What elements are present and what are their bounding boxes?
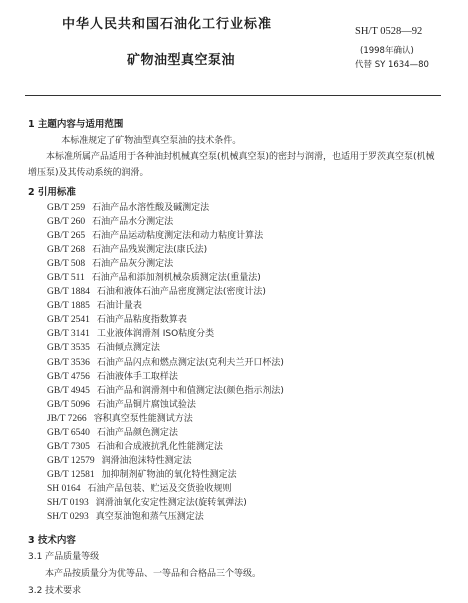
- reference-code: GB/T 3141: [47, 329, 90, 340]
- section-1-heading: 1 主题内容与适用范围: [28, 119, 124, 130]
- reference-code: GB/T 5096: [47, 399, 90, 410]
- reference-title: 石油产品包装、贮运及交货验收规则: [87, 483, 232, 494]
- reference-code: GB/T 259: [47, 203, 86, 213]
- reference-title: 石油液体手工取样法: [96, 371, 178, 382]
- reference-item: [47, 468, 440, 482]
- reference-code: GB/T 511: [47, 273, 85, 284]
- section-3-heading: 3 技术内容: [28, 535, 76, 546]
- section-1-paragraph-2: 本标准所属产品适用于各种油封机械真空泵(机械真空泵)的密封与润滑，也适用于罗茨真空泵(机械增压泵)及其传动系统的润滑。: [28, 152, 435, 178]
- reference-code: GB/T 268: [47, 245, 86, 256]
- reference-item: [47, 243, 440, 257]
- reference-item: [47, 370, 440, 384]
- reference-item: [47, 510, 440, 524]
- reference-title: 真空泵油饱和蒸气压测定法: [95, 512, 204, 523]
- reference-title: 石油和合成液抗乳化性能测定法: [96, 441, 223, 452]
- reference-code: GB/T 508: [47, 259, 86, 270]
- reference-title: 石油产品和润滑剂中和值测定法(颜色指示剂法): [96, 385, 284, 396]
- reference-item: [47, 257, 440, 271]
- reference-title: 石油产品运动粘度测定法和动力粘度计算法: [92, 231, 264, 242]
- reference-title: 石油计量表: [96, 301, 142, 312]
- reference-code: GB/T 260: [47, 217, 86, 228]
- reference-title: 加抑制剂矿物油的氧化特性测定法: [101, 469, 237, 480]
- reference-title: 石油产品颜色测定法: [96, 427, 178, 438]
- standard-code: SH/T 0528—92: [355, 26, 423, 37]
- reference-item: [47, 313, 440, 327]
- reference-list: [47, 201, 440, 524]
- subsection-3-2-heading: 3.2 技术要求: [28, 586, 82, 596]
- standard-organization: 中华人民共和国石油化工行业标准: [62, 17, 273, 32]
- reference-item: [47, 271, 440, 285]
- section-2-heading: 2 引用标准: [28, 187, 76, 198]
- reference-title: 石油产品粘度指数算表: [96, 315, 187, 326]
- reference-code: SH 0164: [47, 483, 81, 494]
- reference-title: 石油产品铜片腐蚀试验法: [96, 399, 196, 410]
- reference-title: 石油产品水溶性酸及碱测定法: [92, 203, 210, 213]
- confirmation-note: (1998年确认): [360, 46, 414, 56]
- reference-code: GB/T 12581: [47, 469, 95, 480]
- section-1-text-1: 本标准规定了矿物油型真空泵油的技术条件。: [61, 136, 242, 146]
- reference-item: [47, 440, 440, 454]
- document-title: 矿物油型真空泵油: [127, 53, 236, 68]
- reference-title: 石油产品水分测定法: [92, 217, 174, 228]
- reference-title: 工业液体润滑剂 ISO粘度分类: [96, 329, 215, 340]
- reference-item: [47, 426, 440, 440]
- reference-title: 石油和液体石油产品密度测定法(密度计法): [96, 287, 266, 298]
- reference-title: 润滑油泡沫特性测定法: [101, 455, 192, 466]
- reference-title: 容积真空泵性能测试方法: [93, 413, 193, 424]
- reference-code: SH/T 0193: [47, 497, 89, 508]
- reference-code: GB/T 3535: [47, 343, 90, 354]
- reference-code: GB/T 7305: [47, 441, 90, 452]
- reference-title: 石油产品残炭测定法(康氏法): [92, 245, 208, 256]
- reference-code: GB/T 6540: [47, 427, 90, 438]
- reference-code: GB/T 1884: [47, 287, 90, 298]
- reference-title: 石油产品灰分测定法: [92, 259, 174, 270]
- reference-code: GB/T 3536: [47, 357, 90, 368]
- reference-item: [47, 454, 440, 468]
- reference-item: [47, 201, 440, 215]
- reference-item: [47, 229, 440, 243]
- reference-item: [47, 412, 440, 426]
- reference-item: [47, 496, 440, 510]
- reference-title: 石油产品闪点和燃点测定法(克利夫兰开口杯法): [96, 357, 284, 368]
- reference-item: [47, 398, 440, 412]
- section-1-paragraph-1: [45, 133, 440, 149]
- reference-code: GB/T 2541: [47, 315, 90, 326]
- reference-title: 润滑油氧化安定性测定法(旋转氧弹法): [95, 497, 247, 508]
- subsection-3-1-heading: 3.1 产品质量等级: [28, 552, 100, 562]
- reference-item: [47, 327, 440, 341]
- reference-code: GB/T 265: [47, 231, 86, 242]
- reference-item: [47, 215, 440, 229]
- reference-code: JB/T 7266: [47, 413, 87, 424]
- reference-title: 石油产品和添加剂机械杂质测定法(重量法): [91, 273, 261, 284]
- reference-item: [47, 299, 440, 313]
- header-divider: [25, 95, 441, 96]
- subsection-3-1-text: 本产品按质量分为优等品、一等品和合格品三个等级。: [45, 569, 262, 579]
- reference-item: [47, 384, 440, 398]
- reference-code: GB/T 4756: [47, 371, 90, 382]
- reference-code: SH/T 0293: [47, 512, 89, 523]
- reference-code: GB/T 4945: [47, 385, 90, 396]
- reference-item: [47, 482, 440, 496]
- reference-title: 石油倾点测定法: [96, 343, 160, 354]
- reference-code: GB/T 1885: [47, 301, 90, 312]
- reference-item: [47, 341, 440, 355]
- reference-item: [47, 356, 440, 370]
- reference-item: [47, 285, 440, 299]
- replaces-note: 代替 SY 1634—80: [355, 60, 429, 70]
- reference-code: GB/T 12579: [47, 455, 95, 466]
